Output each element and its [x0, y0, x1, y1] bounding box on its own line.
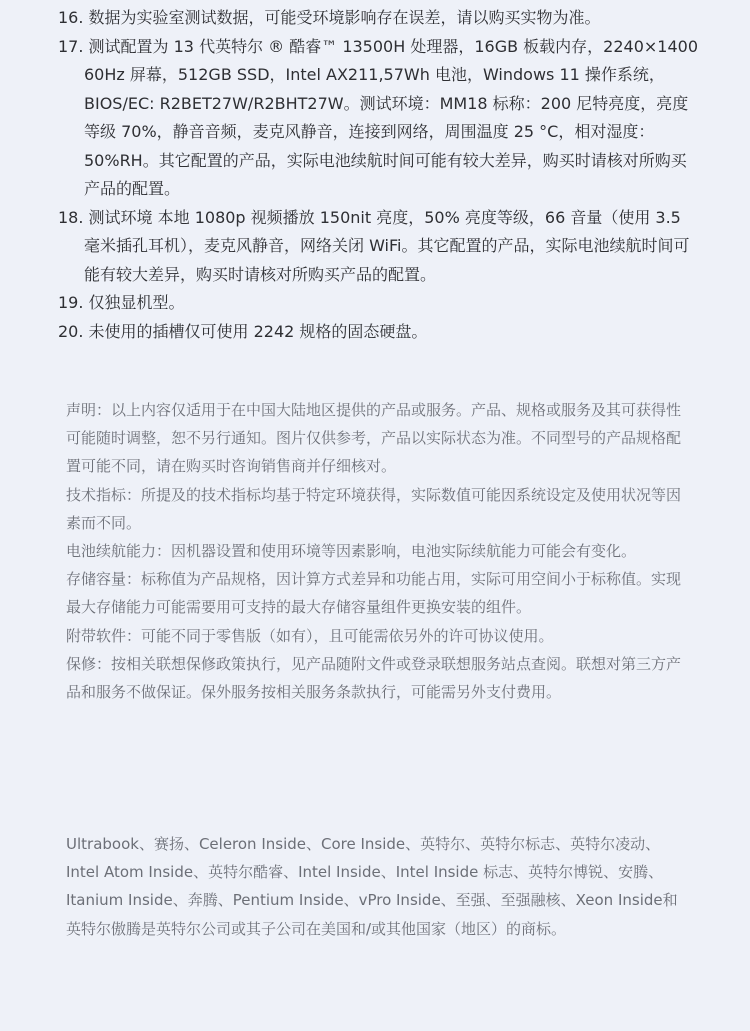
footnote-item: 19. 仅独显机型。 [58, 293, 185, 312]
trademark-notice: Ultrabook、赛扬、Celeron Inside、Core Inside、英特尔、英特尔标志、英特尔凌动、Intel Atom Inside、英特尔酷睿、Intel Inside、Intel Inside 标志、英特尔博锐、安腾、Itanium Inside、奔腾、Pentium Inside、vPro Inside、至强、至强融核、Xeon Inside和英特尔傲腾是英特尔公司或其子公司在美国和/或其他国家（地区）的商标。 [66, 835, 678, 938]
disclaimer-software: 附带软件：可能不同于零售版（如有），且可能需依另外的许可协议使用。 [66, 626, 554, 645]
footnote-list [58, 4, 698, 346]
footnote-item: 16. 数据为实验室测试数据，可能受环境影响存在误差，请以购买实物为准。 [58, 8, 601, 27]
disclaimer-warranty: 保修：按相关联想保修政策执行，见产品随附文件或登录联想服务站点查阅。联想对第三方产品和服务不做保证。保外服务按相关服务条款执行，可能需另外支付费用。 [66, 654, 682, 702]
footnote-item: 17. 测试配置为 13 代英特尔 ® 酷睿™ 13500H 处理器，16GB 板载内存，2240×1400 60Hz 屏幕，512GB SSD，Intel AX211,57Wh 电池，Windows 11 操作系统，BIOS/EC: R2BET27W/R2BHT27W。测试环境：MM18 标称：200 尼特亮度，亮度等级 70%，静音音频，麦克风静音，连接到网络，周围温度 25 °C，相对湿度：50%RH。其它配置的产品，实际电池续航时间可能有较大差异，购买时请核对所购买产品的配置。 [58, 36, 699, 198]
disclaimer-block [66, 396, 684, 706]
disclaimer-storage: 存储容量：标称值为产品规格，因计算方式差异和功能占用，实际可用空间小于标称值。实现最大存储能力可能需要用可支持的最大存储容量组件更换安装的组件。 [66, 570, 682, 617]
disclaimer-tech-specs: 技术指标：所提及的技术指标均基于特定环境获得，实际数值可能因系统设定及使用状况等因素而不同。 [66, 485, 682, 532]
disclaimer-battery: 电池续航能力：因机器设置和使用环境等因素影响，电池实际续航能力可能会有变化。 [66, 542, 637, 561]
footnote-item: 20. 未使用的插槽仅可使用 2242 规格的固态硬盘。 [58, 321, 428, 341]
disclaimer-statement: 声明：以上内容仅适用于在中国大陆地区提供的产品或服务。产品、规格或服务及其可获得性可能随时调整，恕不另行通知。图片仅供参考，产品以实际状态为准。不同型号的产品规格配置可能不同，请在购买时咨询销售商并仔细核对。 [66, 401, 682, 476]
footnote-item: 18. 测试环境 本地 1080p 视频播放 150nit 亮度，50% 亮度等级，66 音量（使用 3.5 毫米插孔耳机），麦克风静音，网络关闭 WiFi。其它配置的产品，实际电池续航时间可能有较大差异，购买时请核对所购买产品的配置。 [58, 207, 690, 284]
